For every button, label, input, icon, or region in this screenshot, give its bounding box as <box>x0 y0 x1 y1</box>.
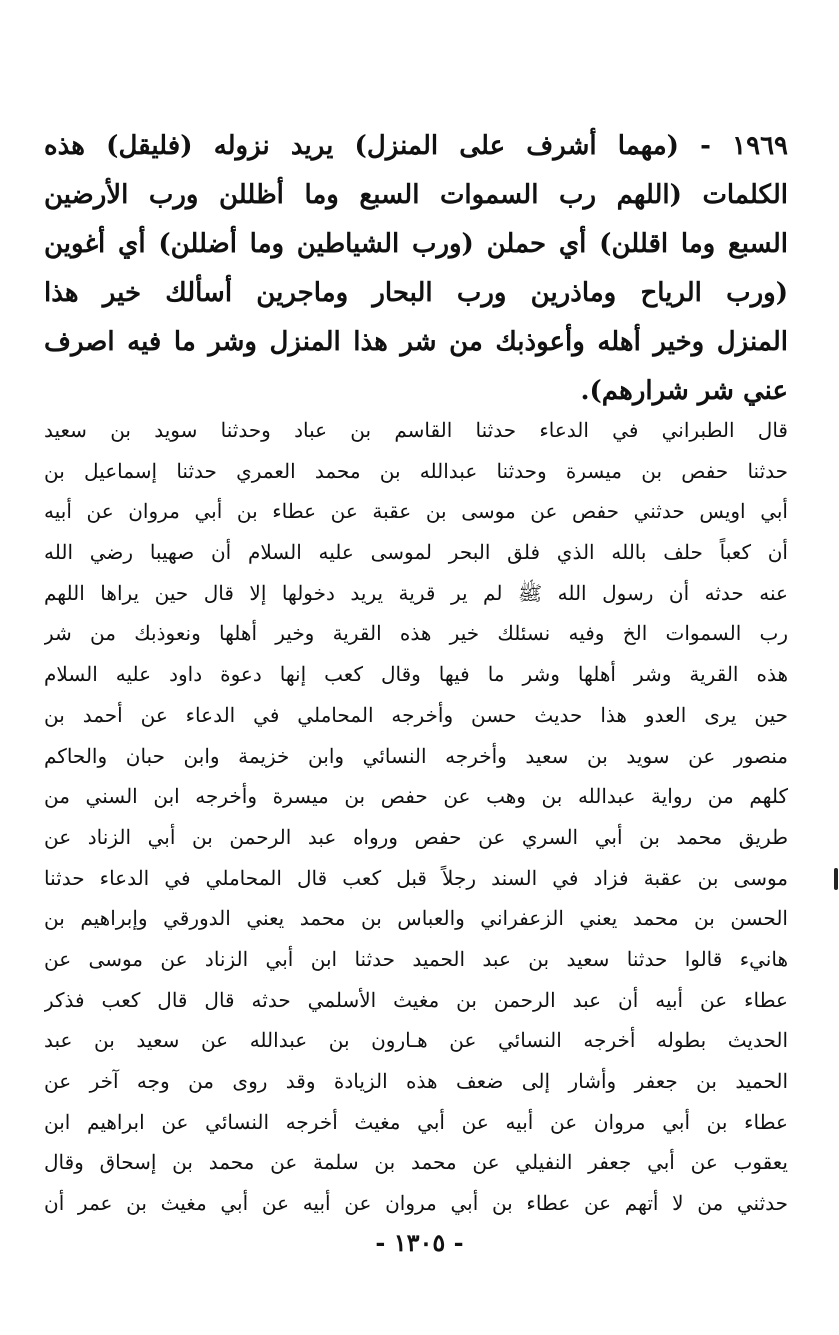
body-line: قال الطبراني في الدعاء حدثنا القاسم بن عباد وحدثنا سويد بن سعيد <box>44 418 788 442</box>
body-line: الحسن بن محمد يعني الزعفراني والعباس بن محمد يعني الدورقي وإبراهيم بن <box>44 906 788 931</box>
body-line: رب السموات الخ وفيه نسئلك خير هذه القرية وخير أهلها ونعوذبك من شر <box>44 621 788 646</box>
body-line: طريق محمد بن أبي السري عن حفص ورواه عبد الرحمن بن أبي الزناد عن <box>44 824 788 849</box>
page-number: - ١٣٠٥ - <box>375 1228 464 1257</box>
body-line: موسى بن عقبة فزاد في السند رجلاً قبل كعب قال المحاملي في الدعاء حدثنا <box>44 865 788 890</box>
body-line: حدثنا حفص بن ميسرة وحدثنا عبدالله بن محمد العمري حدثنا إسماعيل بن <box>44 458 788 483</box>
body-line: أن كعباً حلف بالله الذي فلق البحر لموسى عليه السلام أن صهيبا رضي الله <box>44 540 788 565</box>
heading-line: السبع وما اقللن) أي حملن (ورب الشياطين وما أضللن) أي أغوين <box>44 229 788 259</box>
commentary-body <box>44 410 788 1224</box>
heading-line: ١٩٦٩ - (مهما أشرف على المنزل) يريد نزوله (فليقل) هذه <box>44 131 788 161</box>
page-edge-mark <box>834 868 838 890</box>
heading-line: الكلمات (اللهم رب السموات السبع وما أظللن ورب الأرضين <box>44 180 788 210</box>
heading-line: المنزل وخير أهله وأعوذبك من شر هذا المنزل وشر ما فيه اصرف <box>44 327 788 357</box>
body-line: يعقوب عن أبي جعفر النفيلي عن محمد بن سلمة عن محمد بن إسحاق وقال <box>44 1150 788 1175</box>
body-line: حين يرى العدو هذا حديث حسن وأخرجه المحاملي في الدعاء عن أحمد بن <box>44 702 788 727</box>
body-line: الحميد بن جعفر وأشار إلى ضعف هذه الزيادة وقد روى من وجه آخر عن <box>44 1069 788 1093</box>
body-line: هذه القرية وشر أهلها وشر ما فيها وقال كعب إنها دعوة داود عليه السلام <box>44 662 788 687</box>
body-line: كلهم من رواية عبدالله بن وهب عن حفص بن ميسرة وأخرجه ابن السني من <box>44 784 788 809</box>
body-line: حدثني من لا أتهم عن عطاء بن أبي مروان عن أبيه عن أبي مغيث بن عمر أن <box>44 1191 788 1216</box>
body-line: هانيء قالوا حدثنا سعيد بن عبد الحميد حدثنا ابن أبي الزناد عن موسى عن <box>44 946 788 971</box>
body-line: الحديث بطوله أخرجه النسائي عن هـارون بن عبدالله عن سعيد بن عبد <box>44 1028 788 1053</box>
body-line: منصور عن سويد بن سعيد وأخرجه النسائي وابن خزيمة وابن حبان والحاكم <box>44 743 788 768</box>
heading-line: (ورب الرياح وماذرين ورب البحار وماجرين أسألك خير هذا <box>44 278 788 308</box>
heading-line: عني شر شرارهم). <box>580 376 788 406</box>
body-line: عنه حدثه أن رسول الله ﷺ لم ير قرية يريد دخولها إلا قال حين يراها اللهم <box>44 580 788 605</box>
body-line: أبي اويس حدثني حفص عن موسى بن عقبة عن عطاء بن أبي مروان عن أبيه <box>44 499 788 524</box>
body-line: عطاء عن أبيه أن عبد الرحمن بن مغيث الأسلمي حدثه قال قال كعب فذكر <box>44 987 788 1012</box>
hadith-heading <box>44 122 788 416</box>
body-line: عطاء بن أبي مروان عن أبيه عن أبي مغيث أخرجه النسائي عن ابراهيم ابن <box>44 1109 788 1134</box>
